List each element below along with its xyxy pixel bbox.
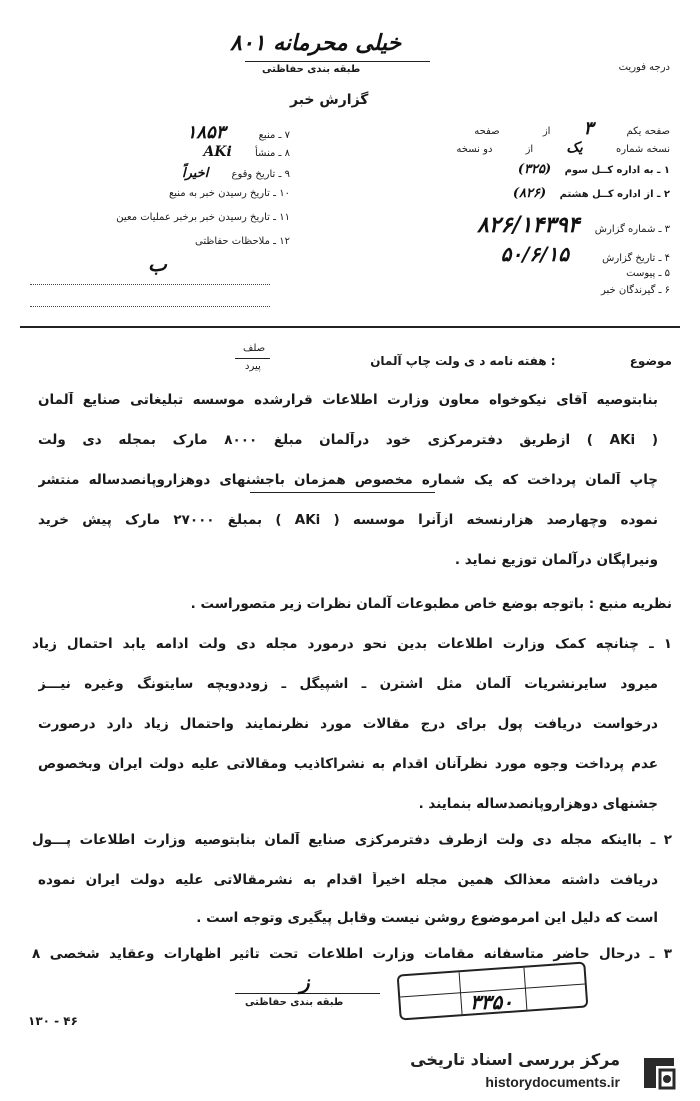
field-value: ۱۸۵۳ (186, 122, 226, 143)
point1-line: عدم پرداخت وجوه مورد نظرآنان اقدام به نشراکاذیب ومقالاتی علیه دولت ایران وبخصوص (38, 756, 658, 772)
field-value: (۸۲۶) (512, 186, 547, 201)
grading-bottom: پیرد (245, 361, 261, 372)
subject-line (370, 354, 672, 368)
body-line: چاپ آلمان پرداخت که یک شماره مخصوص همزمان باجشنهای دوهزاروپانصدساله منتشر (38, 472, 658, 488)
field-attachment: ۵ ـ پیوست (626, 268, 670, 279)
point1-line: میرود سایرنشریات آلمان مثل اشترن ـ اشپیگل ـ زوددویچه سایتونگ وغیره نیـــز (38, 676, 658, 692)
field-label: نسخه شماره (616, 144, 670, 155)
field-label: ۹ ـ تاریخ وقوع (231, 169, 290, 180)
field-security-notes (195, 236, 290, 247)
grading-top: صلف (243, 343, 266, 354)
field-source (187, 122, 290, 143)
handwritten-classification: خیلی محرمانه ۸۰۱ (230, 30, 402, 56)
field-report-date (501, 242, 670, 266)
field-copy (456, 140, 670, 156)
source-opinion: نظریه منبع : باتوجه بوضع خاص مطبوعات آلمان نظرات زیر متصوراست . (190, 596, 672, 612)
grading-line (235, 358, 270, 359)
field-label: صفحه یکم (626, 126, 670, 137)
field-label: ۷ ـ منبع (258, 130, 290, 141)
highlight-underline (250, 492, 435, 493)
field-label: ۸ ـ منشأ (254, 148, 290, 159)
field-label: ۳ ـ شماره گزارش (594, 224, 670, 235)
field-ops-date: ۱۱ ـ تاریخ رسیدن خبر برخبر عملیات معین (116, 212, 290, 223)
field-label: ۱۲ ـ ملاحظات حفاظتی (195, 236, 290, 247)
field-value: ۸۲۶/۱۴۳۹۴ (477, 212, 580, 238)
body-line: بنابتوصیه آقای نیکوخواه معاون وزارت اطلاعات قرارشده موسسه تبلیغاتی صنایع آلمان (38, 392, 658, 408)
header-divider (20, 326, 680, 328)
point1-line-last: جشنهای دوهزاروپانصدساله بنمایند . (418, 796, 658, 812)
field-value: ۳ (583, 118, 594, 139)
field-value: یک (566, 140, 583, 156)
field-from (513, 186, 670, 201)
underline (245, 61, 430, 62)
point1-line: درخواست دریافت پول برای درج مقالات مورد نظرنمایند واحتمال زیاد دارد درصورت (38, 716, 658, 732)
field-page (474, 118, 670, 139)
watermark-org: مرکز بررسی اسناد تاریخی (410, 1050, 620, 1069)
subject-text: : هفته نامه د ی ولت چاپ آلمان (370, 354, 556, 368)
point1-line: ۱ ـ چنانچه کمک وزارت اطلاعات بدین نحو درمورد مجله دی ولت ادامه یابد احتمال زیاد (32, 636, 672, 652)
archive-logo-icon (636, 1052, 682, 1094)
footer-classification: طبقه بندی حفاظتی (245, 997, 344, 1008)
field-value: ۵۰/۶/۱۵ (500, 242, 569, 266)
dotted-line (30, 284, 270, 285)
field-value: AKi (203, 144, 232, 160)
body-line: نموده وچهارصد هزارنسخه ازآنرا موسسه ( AKi ) بمبلغ ۲۷۰۰۰ مارک پیش خرید (38, 512, 658, 528)
body-line-last: ونیراپگان درآلمان توزیع نماید . (454, 552, 658, 568)
classification-stamp: طبقه بندی حفاظتی (262, 64, 361, 75)
field-mid: از (542, 126, 551, 137)
point2-line: دریافت داشته معذالک همین مجله اخیراً اقدام به نشرمقالاتی علیه دولت ایران نموده (38, 872, 658, 888)
field-recipients: ۶ ـ گیرندگان خبر (600, 285, 670, 296)
field-occurrence-date (182, 166, 290, 181)
field-value: اخیراً (181, 166, 209, 181)
dotted-line (30, 306, 270, 307)
field-receipt-date: ۱۰ ـ تاریخ رسیدن خبر به منبع (168, 188, 290, 199)
field-label: ۱ ـ به اداره کــل سوم (564, 165, 670, 176)
form-code: ۱۳۰ - ۴۶ (28, 1014, 78, 1028)
watermark-site: historydocuments.ir (485, 1074, 620, 1090)
form-title: گزارش خبر (290, 92, 369, 108)
field-tail: صفحه (474, 126, 500, 137)
urgency-label: درجه فوریت (618, 62, 670, 73)
point2-line: ۲ ـ بااینکه مجله دی ولت ازطرف دفترمرکزی صنایع آلمان بنابتوصیه وزارت اطلاعات پـــول (32, 832, 672, 848)
point3-line: ۳ ـ درحال حاضر متاسفانه مقامات وزارت اطلاعات تحت تاثیر اظهارات وعقاید شخصی ۸ (32, 946, 672, 962)
stamp-number: ۳۳۵۰ (470, 990, 513, 1014)
field-value: (۳۲۵) (517, 162, 552, 177)
footer-initials: ز (300, 970, 310, 994)
field-to (518, 162, 670, 177)
field-mid: از (525, 144, 534, 155)
field-label: ۲ ـ از اداره کــل هشتم (559, 189, 670, 200)
subject-label: موضوع (629, 354, 672, 368)
field-tail: دو نسخه (456, 144, 493, 155)
security-note-value: ب (148, 252, 167, 276)
field-report-number (477, 212, 670, 238)
body-line: ( AKi ) ازطریق دفترمرکزی خود درآلمان مبلغ ۸۰۰۰ مارک بمجله دی ولت (38, 432, 658, 448)
field-origin (203, 144, 290, 160)
point2-line-last: است که دلیل این امرموضوع روشن نیست وقابل پیگیری وتوجه است . (196, 910, 658, 926)
field-label: ۴ ـ تاریخ گزارش (602, 253, 670, 264)
